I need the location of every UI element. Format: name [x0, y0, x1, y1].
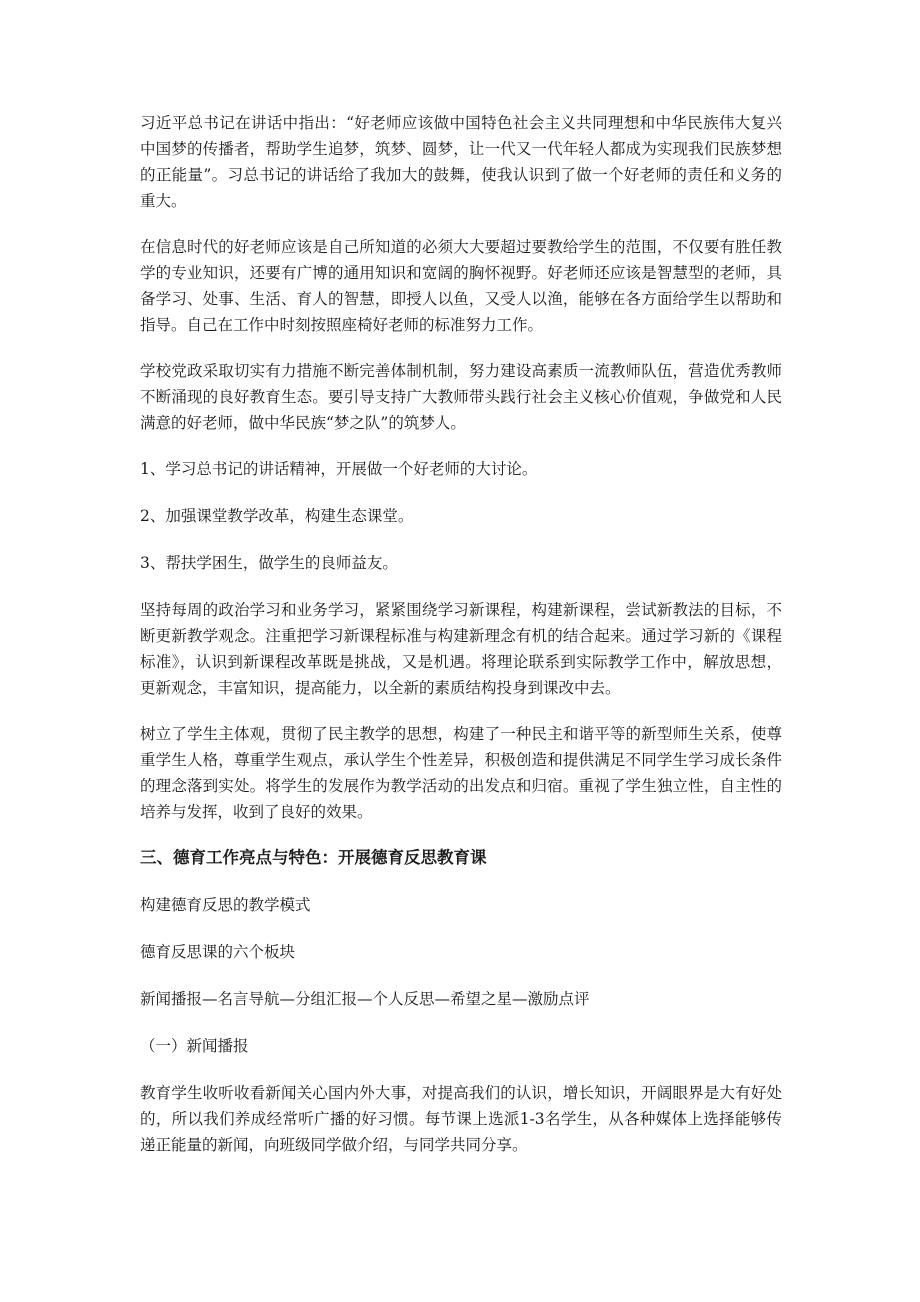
- section-heading: 三、德育工作亮点与特色：开展德育反思教育课: [140, 848, 487, 867]
- line-subheading-news: （一）新闻播报: [140, 1037, 249, 1055]
- paragraph-news-broadcast: 教育学生收听收看新闻关心国内外大事，对提高我们的认识，增长知识，开阔眼界是大有好处的，所以我们养成经常听广播的好习惯。每节课上选派1-3名学生，从各种媒体上选择能够传递正能量的新闻，向班级同学做介绍，与同学共同分享。: [140, 1084, 782, 1154]
- paragraph-school-measures: 学校党政采取切实有力措施不断完善体制机制，努力建设高素质一流教师队伍，营造优秀教师不断涌现的良好教育生态。要引导支持广大教师带头践行社会主义核心价值观，争做党和人民满意的好老师，做中华民族“梦之队”的筑梦人。: [140, 362, 782, 432]
- line-section-flow: 新闻播报—名言导航—分组汇报—个人反思—希望之星—激励点评: [140, 990, 590, 1008]
- line-teaching-model: 构建德育反思的教学模式: [140, 896, 311, 914]
- paragraph-xi-speech: 习近平总书记在讲话中指出：“好老师应该做中国特色社会主义共同理想和中华民族伟大复兴中国梦的传播者，帮助学生追梦，筑梦、圆梦，让一代又一代年轻人都成为实现我们民族梦想的正能量”。习总书记的讲话给了我加大的鼓舞，使我认识到了做一个好老师的责任和义务的重大。: [140, 114, 782, 210]
- list-item-3: 3、帮扶学困生，做学生的良师益友。: [140, 554, 398, 572]
- list-item-2: 2、加强课堂教学改革，构建生态课堂。: [140, 507, 414, 525]
- paragraph-information-age: 在信息时代的好老师应该是自己所知道的必须大大要超过要教给学生的范围，不仅要有胜任教学的专业知识，还要有广博的通用知识和宽阔的胸怀视野。好老师还应该是智慧型的老师，具备学习、处事、生活、育人的智慧，即授人以鱼，又受人以渔，能够在各方面给学生以帮助和指导。自己在工作中时刻按照座椅好老师的标准努力工作。: [140, 238, 782, 334]
- list-item-1: 1、学习总书记的讲话精神，开展做一个好老师的大讨论。: [140, 460, 538, 478]
- document-page: [140, 110, 782, 1178]
- line-six-sections: 德育反思课的六个板块: [140, 943, 296, 961]
- paragraph-weekly-study: 坚持每周的政治学习和业务学习，紧紧围绕学习新课程，构建新课程，尝试新教法的目标，不断更新教学观念。注重把学习新课程标准与构建新理念有机的结合起来。通过学习新的《课程标准》，认识到新课程改革既是挑战，又是机遇。将理论联系到实际教学工作中，解放思想，更新观念，丰富知识，提高能力，以全新的素质结构投身到课改中去。: [140, 601, 782, 697]
- paragraph-student-centered: 树立了学生主体观，贯彻了民主教学的思想，构建了一种民主和谐平等的新型师生关系，使尊重学生人格，尊重学生观点，承认学生个性差异，积极创造和提供满足不同学生学习成长条件的理念落到实处。将学生的发展作为教学活动的出发点和归宿。重视了学生独立性，自主性的培养与发挥，收到了良好的效果。: [140, 725, 782, 821]
